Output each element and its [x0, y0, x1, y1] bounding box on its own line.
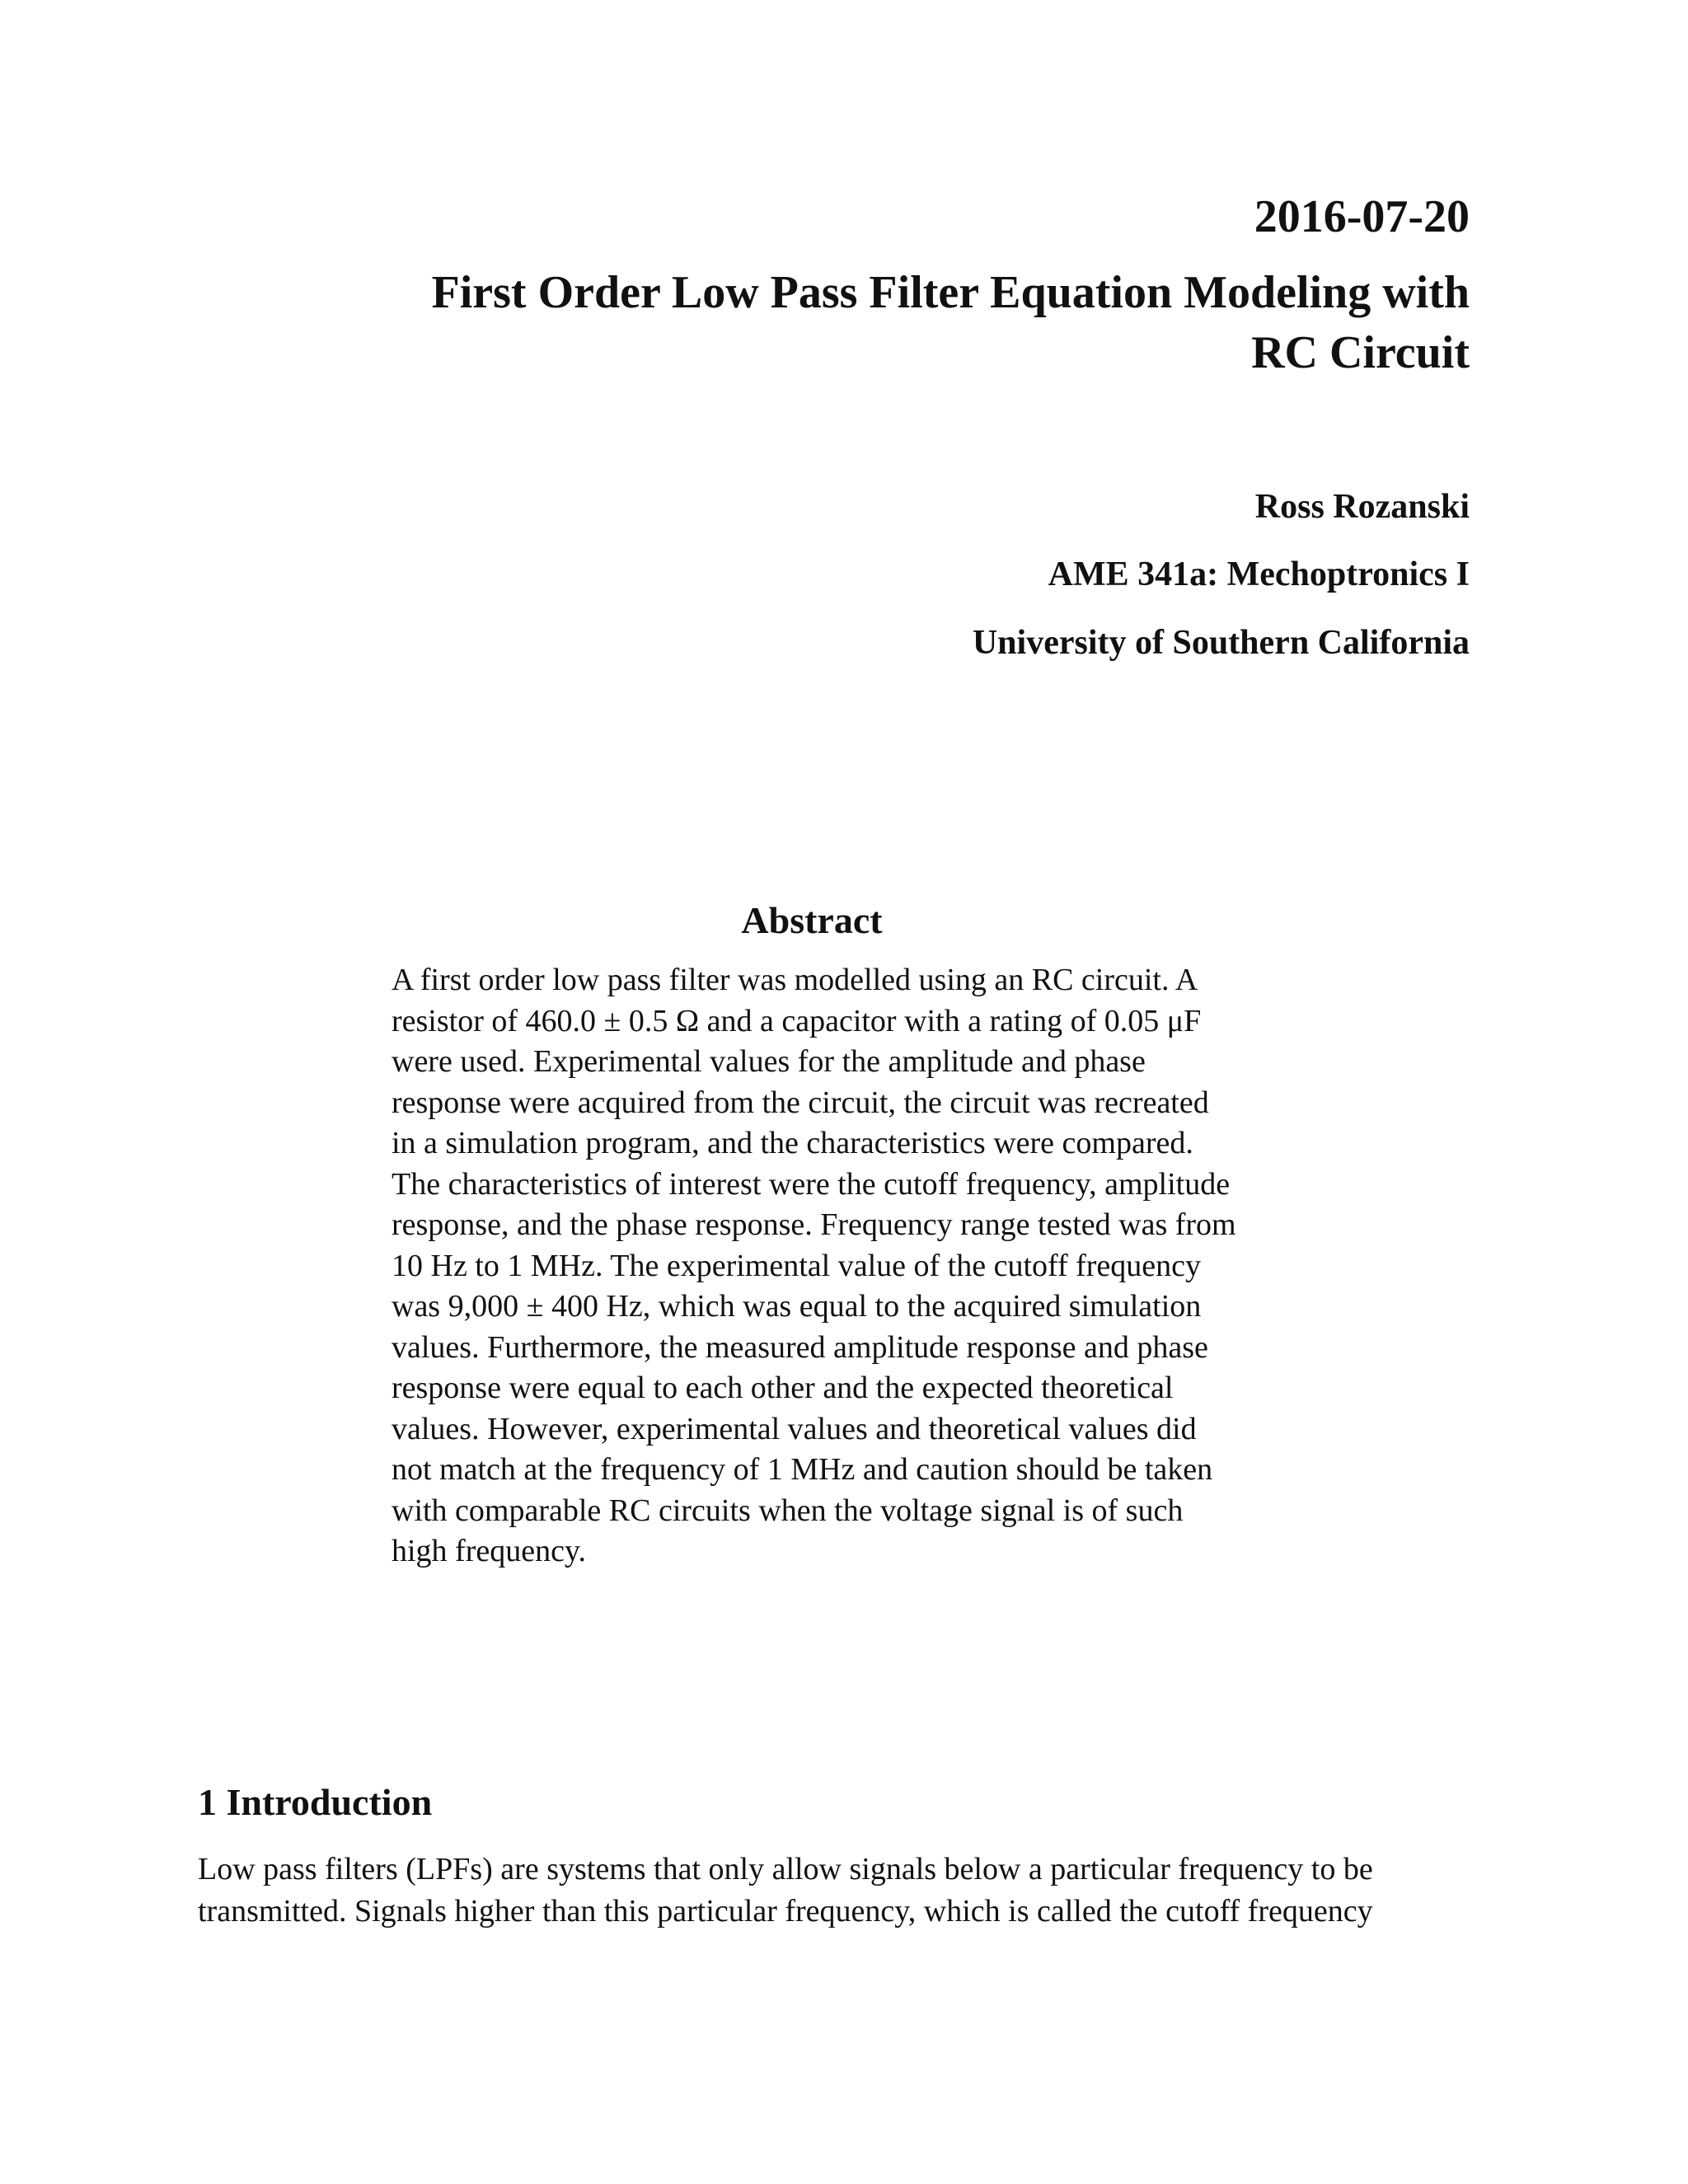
document-title: First Order Low Pass Filter Equation Modeling with RC Circuit — [431, 267, 1470, 378]
abstract-body: A first order low pass filter was modelled using an RC circuit. A resistor of 460.0 ± 0.5 Ω and a capacitor with a rating of 0.05 μF were used. Experimental values for the amplitude and phase response were acquired from the circuit, the circuit was recreated in a simulation program, and the characteristics were compared. The characteristics of interest were the cutoff frequency, amplitude response, and the phase response. Frequency range tested was from 10 Hz to 1 MHz. The experimental value of the cutoff frequency was 9,000 ± 400 Hz, which was equal to the acquired simulation values. Furthermore, the measured amplitude response and phase response were equal to each other and the expected theoretical values. However, experimental values and theoretical values did not match at the frequency of 1 MHz and caution should be taken with comparable RC circuits when the voltage signal is of such high frequency. — [392, 963, 1236, 1568]
course-name: AME 341a: Mechoptronics I — [1048, 555, 1470, 594]
introduction-body: Low pass filters (LPFs) are systems that only allow signals below a particular frequency to be transmitted. Signals higher than this particular frequency, which is called the cutoff frequency — [198, 1852, 1373, 1929]
title-block — [151, 190, 1470, 383]
abstract-section — [392, 898, 1298, 1572]
author-block — [481, 486, 1470, 690]
institution-name: University of Southern California — [972, 623, 1470, 662]
abstract-heading: Abstract — [741, 899, 883, 941]
document-date: 2016-07-20 — [1254, 191, 1470, 242]
introduction-heading: 1 Introduction — [198, 1781, 433, 1823]
author-name: Ross Rozanski — [1254, 488, 1470, 526]
introduction-section — [198, 1780, 1517, 1933]
